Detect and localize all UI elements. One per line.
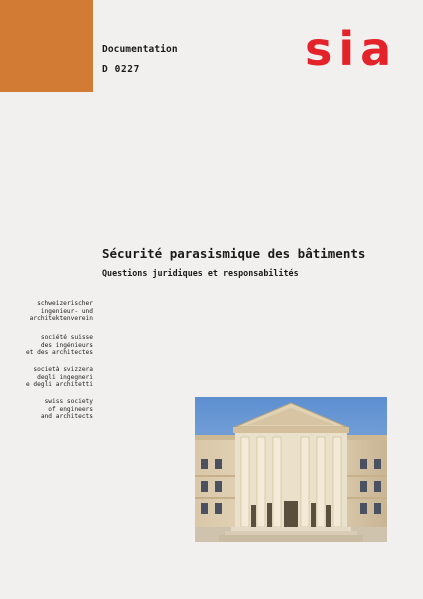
building-facade-photo xyxy=(195,397,387,542)
accent-block xyxy=(0,0,93,92)
society-name-fr: société suisse des ingénieurs et des architectes xyxy=(25,334,93,357)
page-title: Sécurité parasismique des bâtiments xyxy=(102,246,366,261)
doc-number: D 0227 xyxy=(102,64,140,75)
sia-logo: sia xyxy=(305,22,398,76)
society-name-de: schweizerischer ingenieur- und architektenverein xyxy=(29,300,93,323)
doc-label: Documentation xyxy=(102,44,178,55)
society-name-it: società svizzera degli ingegneri e degli architetti xyxy=(25,366,93,389)
society-name-en: swiss society of engineers and architects xyxy=(40,398,93,421)
page-subtitle: Questions juridiques et responsabilités xyxy=(102,268,299,278)
